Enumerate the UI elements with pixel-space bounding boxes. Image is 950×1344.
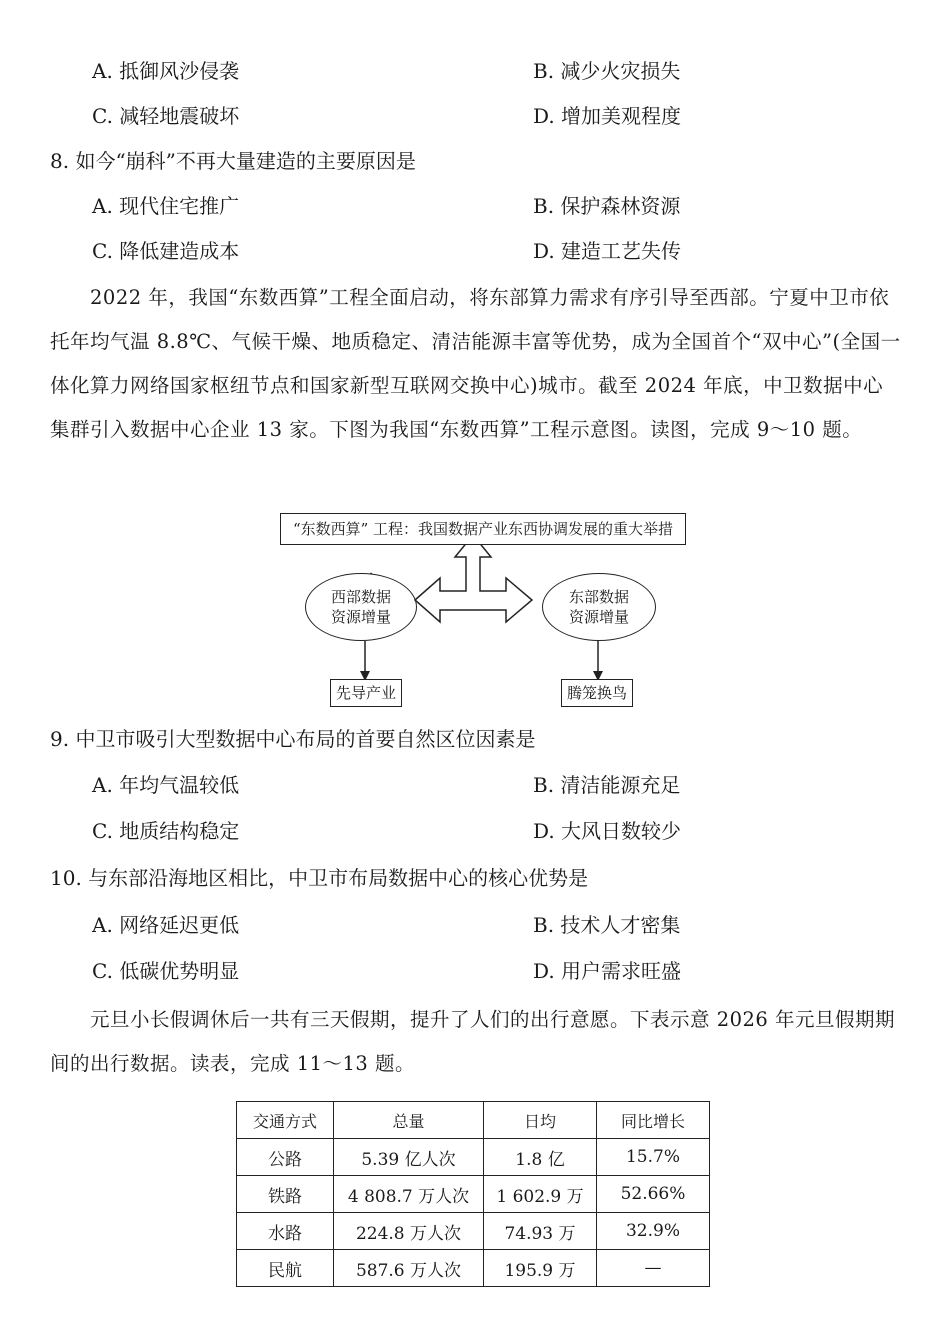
travel-data-table	[236, 1101, 710, 1287]
west-label-line2: 资源增量	[330, 608, 391, 626]
table-row	[237, 1139, 710, 1176]
table-header: 总量	[334, 1102, 484, 1139]
east-label-line2: 资源增量	[568, 608, 629, 626]
table-cell: 587.6 万人次	[334, 1250, 484, 1287]
diagram-title-box: “东数西算” 工程：我国数据产业东西协调发展的重大举措	[280, 513, 686, 545]
table-cell: —	[597, 1250, 710, 1287]
passage-new-year-travel	[50, 998, 902, 1086]
q8-option-c: C. 降低建造成本	[92, 239, 240, 263]
q10-option-b: B. 技术人才密集	[533, 913, 681, 937]
q9-stem: 9. 中卫市吸引大型数据中心布局的首要自然区位因素是	[50, 727, 536, 751]
table-row	[237, 1213, 710, 1250]
table-header: 日均	[484, 1102, 597, 1139]
west-label-line1: 西部数据	[330, 588, 391, 606]
table-cell: 民航	[237, 1250, 334, 1287]
table-header-row	[237, 1102, 710, 1139]
east-data-west-compute-diagram	[280, 513, 700, 713]
table-header: 同比增长	[597, 1102, 710, 1139]
west-mark: 一	[360, 568, 374, 583]
q8-option-b: B. 保护森林资源	[533, 194, 681, 218]
q7-option-c: C. 减轻地震破坏	[92, 104, 240, 128]
table-cell: 1 602.9 万	[484, 1176, 597, 1213]
q7-option-b: B. 减少火灾损失	[533, 59, 681, 83]
q9-option-a: A. 年均气温较低	[92, 773, 240, 797]
table-cell: 5.39 亿人次	[334, 1139, 484, 1176]
q8-option-a: A. 现代住宅推广	[92, 194, 240, 218]
table-cell: 15.7%	[597, 1139, 710, 1176]
q10-option-a: A. 网络延迟更低	[92, 913, 240, 937]
q8-stem: 8. 如今“崩科”不再大量建造的主要原因是	[50, 149, 416, 173]
q10-stem: 10. 与东部沿海地区相比，中卫市布局数据中心的核心优势是	[50, 866, 589, 890]
q10-option-c: C. 低碳优势明显	[92, 959, 240, 983]
q8-option-d: D. 建造工艺失传	[533, 239, 682, 263]
q7-option-d: D. 增加美观程度	[533, 104, 682, 128]
table-cell: 1.8 亿	[484, 1139, 597, 1176]
table-cell: 水路	[237, 1213, 334, 1250]
table-cell: 4 808.7 万人次	[334, 1176, 484, 1213]
q9-option-d: D. 大风日数较少	[533, 819, 682, 843]
q9-option-b: B. 清洁能源充足	[533, 773, 681, 797]
double-arrow-icon	[415, 535, 532, 622]
passage-east-data-west-compute	[50, 276, 902, 452]
q10-option-d: D. 用户需求旺盛	[533, 959, 682, 983]
passage-text: 元旦小长假调休后一共有三天假期，提升了人们的出行意愿。下表示意 2026 年元旦假期期间的出行数据。读表，完成 11～13 题。	[50, 1008, 896, 1075]
passage-text: 2022 年，我国“东数西算”工程全面启动，将东部算力需求有序引导至西部。宁夏中卫市依托年均气温 8.8℃、气候干燥、地质稳定、清洁能源丰富等优势，成为全国首个“双中心”(全国一体化算力网络国家枢纽节点和国家新型互联网交换中心)城市。截至 2024 年底，中卫数据中心集群引入数据中心企业 13 家。下图为我国“东数西算”工程示意图。读图，完成 9～10 题。	[50, 286, 901, 441]
table-cell: 铁路	[237, 1176, 334, 1213]
table-row	[237, 1250, 710, 1287]
table-cell: 公路	[237, 1139, 334, 1176]
west-data-ellipse	[305, 573, 417, 641]
table-cell: 195.9 万	[484, 1250, 597, 1287]
table-row	[237, 1176, 710, 1213]
east-data-ellipse	[542, 573, 656, 641]
q7-option-a: A. 抵御风沙侵袭	[92, 59, 240, 83]
table-cell: 52.66%	[597, 1176, 710, 1213]
table-cell: 74.93 万	[484, 1213, 597, 1250]
table-cell: 224.8 万人次	[334, 1213, 484, 1250]
east-label-line1: 东部数据	[568, 588, 629, 606]
east-result-box: 腾笼换鸟	[561, 679, 633, 707]
table-cell: 32.9%	[597, 1213, 710, 1250]
q9-option-c: C. 地质结构稳定	[92, 819, 240, 843]
table-header: 交通方式	[237, 1102, 334, 1139]
west-result-box: 先导产业	[330, 679, 402, 707]
